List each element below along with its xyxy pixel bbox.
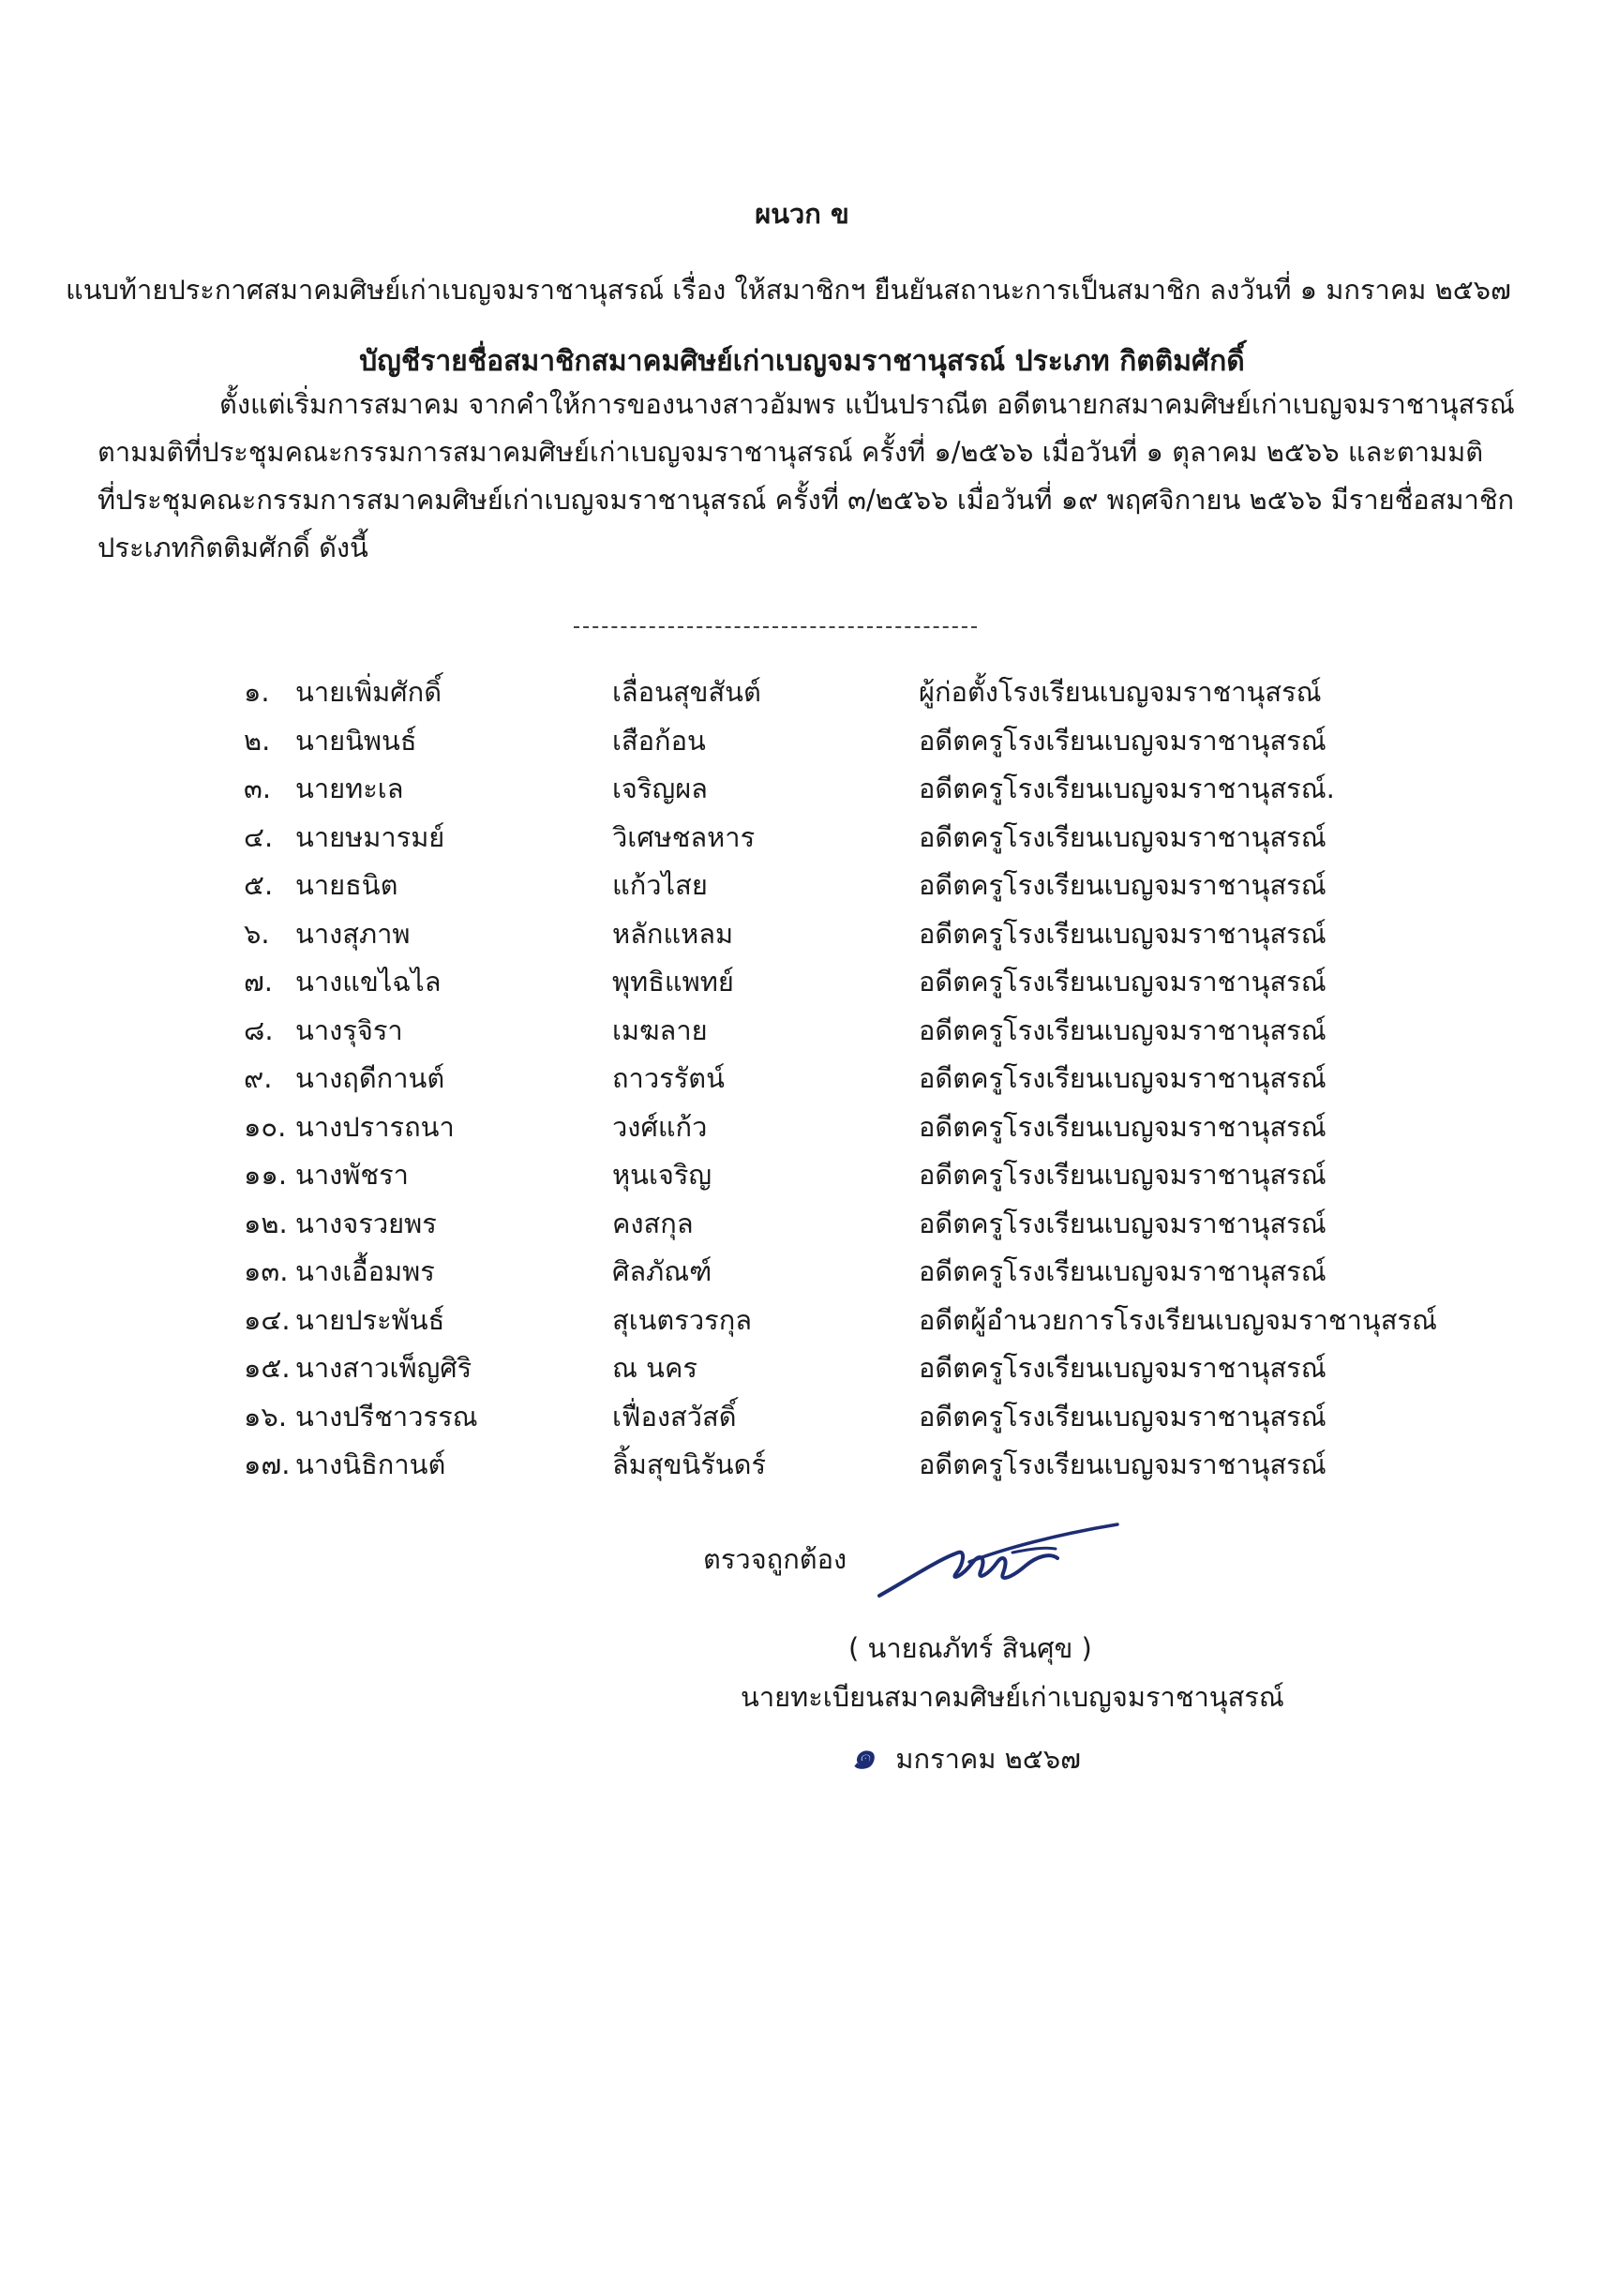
signer-title: นายทะเบียนสมาคมศิษย์เก่าเบญจมราชานุสรณ์: [741, 1681, 1284, 1713]
member-role: อดีตครูโรงเรียนเบญจมราชานุสรณ์: [919, 1255, 1327, 1287]
member-surname: เจริญผล: [612, 773, 708, 804]
member-number: ๑๒.: [244, 1207, 288, 1239]
member-given-name: นางฤดีกานต์: [295, 1062, 445, 1094]
member-row: [244, 1443, 1481, 1492]
list-heading: บัญชีรายชื่อสมาชิกสมาคมศิษย์เก่าเบญจมราชานุสรณ์ ประเภท กิตติมศักดิ์: [359, 345, 1245, 378]
member-role: อดีตครูโรงเรียนเบญจมราชานุสรณ์: [919, 1013, 1327, 1046]
member-list: [244, 670, 1481, 1492]
member-given-name: นายธนิต: [295, 869, 398, 901]
dashed-separator: [574, 626, 977, 628]
member-given-name: นางปรารถนา: [295, 1110, 455, 1143]
member-given-name: นายนิพนธ์: [295, 724, 417, 757]
member-number: ๑๑.: [244, 1159, 288, 1191]
attachment-line: แนบท้ายประกาศสมาคมศิษย์เก่าเบญจมราชานุสรณ์ เรื่อง ให้สมาชิกฯ ยืนยันสถานะการเป็นสมาชิก ลงวันที่ ๑ มกราคม ๒๕๖๗: [66, 274, 1511, 306]
member-role: ผู้ก่อตั้งโรงเรียนเบญจมราชานุสรณ์: [919, 676, 1322, 708]
appendix-title: ผนวก ข: [755, 198, 849, 230]
member-number: ๑๓.: [244, 1255, 289, 1287]
member-given-name: นางแขไฉไล: [295, 966, 442, 998]
member-row: [244, 1298, 1481, 1347]
member-surname: ถาวรรัตน์: [612, 1062, 725, 1094]
member-number: ๕.: [244, 869, 274, 901]
member-row: [244, 1395, 1481, 1444]
member-row: [244, 1250, 1481, 1298]
member-number: ๙.: [244, 1062, 273, 1094]
member-given-name: นายษมารมย์: [295, 820, 445, 853]
intro-paragraph: [97, 381, 1515, 572]
member-given-name: นายเพิ่มศักดิ์: [295, 676, 442, 708]
member-role: อดีตครูโรงเรียนเบญจมราชานุสรณ์: [919, 1110, 1327, 1143]
member-role: อดีตผู้อำนวยการโรงเรียนเบญจมราชานุสรณ์: [919, 1303, 1437, 1336]
member-row: [244, 912, 1481, 961]
member-role: อดีตครูโรงเรียนเบญจมราชานุสรณ์: [919, 1400, 1327, 1433]
member-given-name: นางพัชรา: [295, 1159, 409, 1191]
member-surname: ณ นคร: [612, 1352, 697, 1384]
member-surname: สุเนตรวรกุล: [612, 1303, 753, 1336]
member-row: [244, 670, 1481, 719]
signature-date-month-year: มกราคม ๒๕๖๗: [895, 1743, 1081, 1775]
member-role: อดีตครูโรงเรียนเบญจมราชานุสรณ์: [919, 1207, 1327, 1239]
member-number: ๗.: [244, 966, 274, 998]
member-number: ๑๐.: [244, 1110, 287, 1143]
member-number: ๘.: [244, 1013, 274, 1046]
member-row: [244, 1153, 1481, 1202]
member-given-name: นางนิธิกานต์: [295, 1448, 446, 1480]
member-given-name: นางสุภาพ: [295, 917, 411, 950]
member-number: ๑.: [244, 676, 270, 708]
member-row: [244, 816, 1481, 864]
member-given-name: นางจรวยพร: [295, 1207, 437, 1239]
member-surname: คงสกุล: [612, 1207, 694, 1239]
signature-date-day: ๑: [851, 1734, 876, 1778]
intro-line: ตั้งแต่เริ่มการสมาคม จากคำให้การของนางสาวอัมพร แป้นปราณีต อดีตนายกสมาคมศิษย์เก่าเบญจมราชานุสรณ์: [219, 388, 1515, 420]
member-row: [244, 767, 1481, 816]
member-surname: ลิ้มสุขนิรันดร์: [612, 1448, 767, 1480]
member-number: ๖.: [244, 917, 270, 950]
member-surname: หลักแหลม: [612, 917, 734, 950]
member-role: อดีตครูโรงเรียนเบญจมราชานุสรณ์: [919, 966, 1327, 998]
member-given-name: นางปรีชาวรรณ: [295, 1400, 478, 1433]
member-surname: พุทธิแพทย์: [612, 966, 734, 998]
member-given-name: นางเอื้อมพร: [295, 1255, 435, 1287]
member-role: อดีตครูโรงเรียนเบญจมราชานุสรณ์: [919, 1352, 1327, 1384]
handwritten-signature: [872, 1521, 1125, 1605]
member-row: [244, 863, 1481, 912]
member-surname: วงศ์แก้ว: [612, 1110, 708, 1143]
intro-line: ประเภทกิตติมศักดิ์ ดังนี้: [97, 532, 368, 563]
member-row: [244, 1202, 1481, 1251]
member-surname: ศิลภัณฑ์: [612, 1255, 712, 1287]
member-surname: เลื่อนสุขสันต์: [612, 676, 761, 708]
member-role: อดีตครูโรงเรียนเบญจมราชานุสรณ์.: [919, 773, 1335, 804]
signature-date: [851, 1725, 1081, 1785]
intro-line: ที่ประชุมคณะกรรมการสมาคมศิษย์เก่าเบญจมราชานุสรณ์ ครั้งที่ ๓/๒๕๖๖ เมื่อวันที่ ๑๙ พฤศจิกายน ๒๕๖๖ มีรายชื่อสมาชิก: [97, 484, 1515, 516]
intro-line: ตามมติที่ประชุมคณะกรรมการสมาคมศิษย์เก่าเบญจมราชานุสรณ์ ครั้งที่ ๑/๒๕๖๖ เมื่อวันที่ ๑ ตุลาคม ๒๕๖๖ และตามมติ: [97, 436, 1484, 468]
member-given-name: นางสาวเพ็ญศิริ: [295, 1352, 472, 1384]
member-role: อดีตครูโรงเรียนเบญจมราชานุสรณ์: [919, 1448, 1327, 1480]
member-given-name: นางรุจิรา: [295, 1013, 403, 1046]
member-row: [244, 1346, 1481, 1395]
member-role: อดีตครูโรงเรียนเบญจมราชานุสรณ์: [919, 820, 1327, 853]
member-number: ๔.: [244, 820, 274, 853]
member-role: อดีตครูโรงเรียนเบญจมราชานุสรณ์: [919, 1062, 1327, 1094]
member-row: [244, 960, 1481, 1009]
member-surname: เมฆลาย: [612, 1013, 708, 1046]
member-surname: หุนเจริญ: [612, 1159, 712, 1191]
member-row: [244, 1009, 1481, 1058]
signer-name: ( นายณภัทร์ สินศุข ): [848, 1632, 1092, 1664]
member-surname: แก้วไสย: [612, 869, 708, 901]
member-number: ๒.: [244, 724, 271, 757]
member-role: อดีตครูโรงเรียนเบญจมราชานุสรณ์: [919, 724, 1327, 757]
member-given-name: นายประพันธ์: [295, 1303, 445, 1336]
member-number: ๑๕.: [244, 1352, 291, 1384]
member-surname: เฟื่องสวัสดิ์: [612, 1400, 737, 1433]
member-number: ๑๗.: [244, 1448, 291, 1480]
member-number: ๓.: [244, 773, 272, 804]
member-surname: วิเศษชลหาร: [612, 820, 756, 853]
member-role: อดีตครูโรงเรียนเบญจมราชานุสรณ์: [919, 917, 1327, 950]
member-row: [244, 719, 1481, 768]
member-number: ๑๔.: [244, 1303, 291, 1336]
member-number: ๑๖.: [244, 1400, 288, 1433]
member-role: อดีตครูโรงเรียนเบญจมราชานุสรณ์: [919, 1159, 1327, 1191]
verified-label: ตรวจถูกต้อง: [703, 1543, 847, 1575]
member-row: [244, 1057, 1481, 1105]
member-given-name: นายทะเล: [295, 773, 404, 804]
member-row: [244, 1105, 1481, 1154]
member-role: อดีตครูโรงเรียนเบญจมราชานุสรณ์: [919, 869, 1327, 901]
member-surname: เสือก้อน: [612, 724, 706, 757]
